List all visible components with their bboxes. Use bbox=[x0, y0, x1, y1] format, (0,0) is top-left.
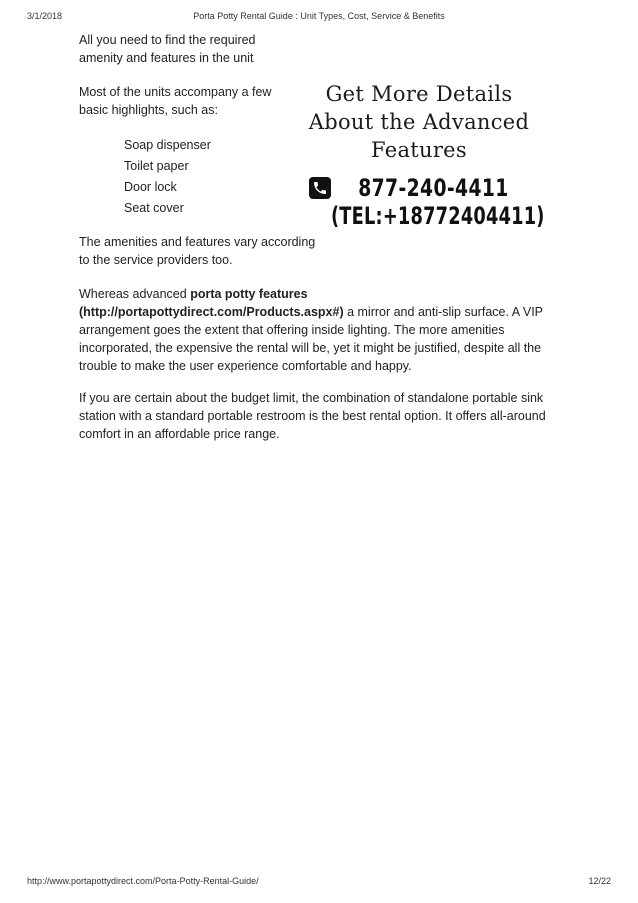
tel-link[interactable]: (TEL:+18772404411) bbox=[330, 202, 545, 230]
list-item: Seat cover bbox=[124, 201, 184, 215]
budget-paragraph: If you are certain about the budget limit, the combination of standalone portable sink station with a standard portable restroom is the best rental option. It offers all-around comfort in an affordable price range. bbox=[79, 391, 546, 441]
advanced-suffix: a mirror and anti-slip surface. A VIP arrangement goes the extent that offering inside lighting. The more amenities incorporated, the expensive the rental will be, yet it might be justified, despite all the trouble to make the user experience comfortable and happy. bbox=[79, 305, 543, 373]
advanced-prefix: Whereas advanced bbox=[79, 287, 191, 301]
porta-potty-features-link[interactable]: porta potty features (http://portapottydirect.com/Products.aspx#) bbox=[79, 287, 344, 319]
basic-highlights-list bbox=[124, 135, 211, 219]
print-page-title: Porta Potty Rental Guide : Unit Types, Cost, Service & Benefits bbox=[193, 11, 445, 21]
print-date: 3/1/2018 bbox=[27, 11, 63, 21]
intro-paragraph: All you need to find the required amenity and features in the unit bbox=[79, 33, 256, 65]
advanced-features-paragraph bbox=[79, 285, 569, 375]
list-item: Door lock bbox=[124, 180, 177, 194]
amenities-vary-paragraph: The amenities and features vary according to the service providers too. bbox=[79, 235, 316, 267]
promo-line-2: About the Advanced bbox=[308, 110, 530, 134]
advanced-features-promo[interactable] bbox=[300, 80, 545, 230]
page-number: 12/22 bbox=[588, 876, 611, 886]
phone-icon bbox=[309, 177, 331, 199]
phone-number[interactable]: 877-240-4411 bbox=[357, 174, 509, 202]
footer-url: http://www.portapottydirect.com/Porta-Potty-Rental-Guide/ bbox=[27, 876, 259, 886]
phone-row[interactable] bbox=[300, 174, 538, 202]
list-item: Toilet paper bbox=[124, 159, 189, 173]
promo-line-1: Get More Details bbox=[325, 82, 513, 106]
list-item: Soap dispenser bbox=[124, 138, 211, 152]
promo-line-3: Features bbox=[371, 138, 467, 162]
basic-highlights-intro: Most of the units accompany a few basic highlights, such as: bbox=[79, 85, 272, 117]
